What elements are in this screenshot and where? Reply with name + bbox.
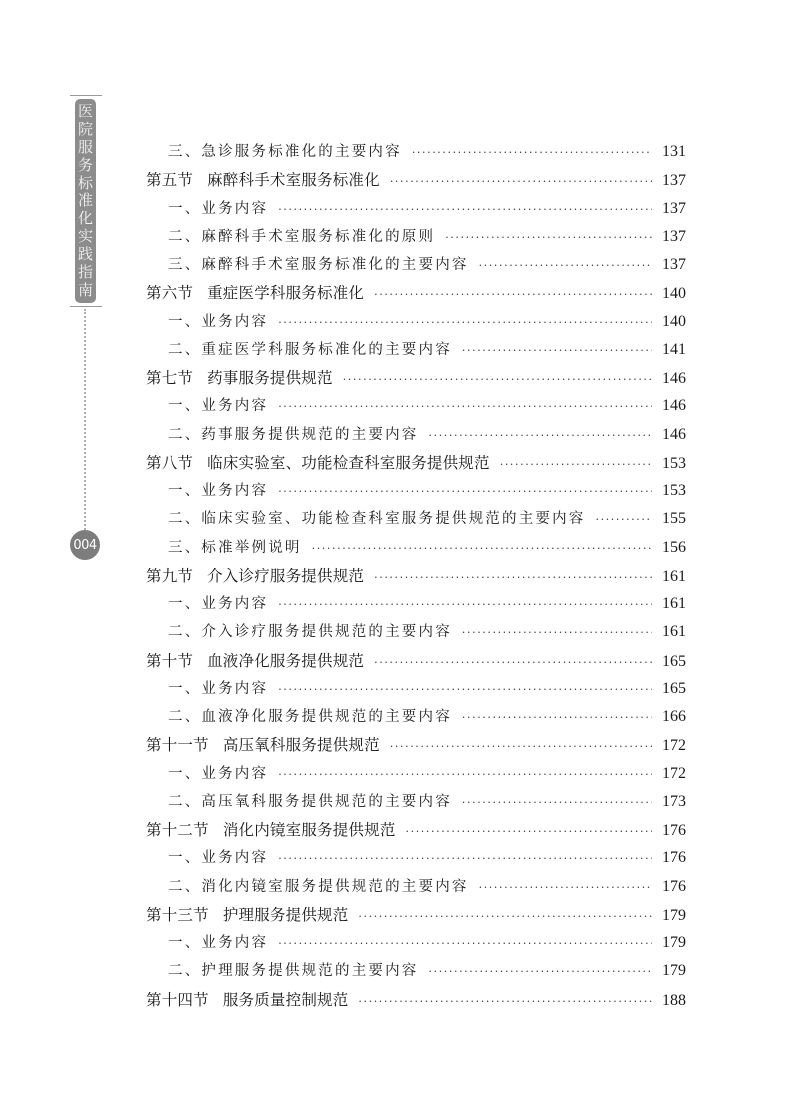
toc-subsection-entry[interactable] — [146, 195, 686, 223]
book-title-char: 务 — [77, 155, 93, 174]
table-of-contents — [146, 138, 686, 1014]
section-number: 第十节 — [146, 651, 194, 670]
dot-leader — [406, 818, 652, 846]
toc-entry-title — [168, 477, 268, 505]
toc-subsection-entry[interactable] — [146, 223, 686, 251]
entry-label: 二、血液净化服务提供规范的主要内容 — [168, 709, 452, 725]
dot-leader — [500, 451, 652, 479]
book-title-char: 院 — [77, 119, 93, 138]
toc-section-entry[interactable] — [146, 816, 686, 844]
toc-entry-title — [146, 166, 380, 194]
page-number: 156 — [662, 538, 686, 556]
section-number: 第七节 — [146, 369, 194, 387]
entry-label: 麻醉科手术室服务标准化 — [207, 171, 380, 190]
dot-leader — [278, 676, 652, 704]
page-number: 140 — [662, 312, 686, 330]
dot-leader — [343, 366, 652, 394]
toc-section-entry[interactable] — [146, 901, 686, 929]
page-number: 172 — [662, 764, 686, 782]
toc-entry-title — [168, 618, 452, 646]
section-number: 第六节 — [146, 284, 194, 303]
dot-leader — [374, 281, 652, 309]
entry-label: 临床实验室、功能检查科室服务提供规范 — [207, 453, 490, 472]
page-number: 153 — [662, 454, 686, 472]
page-number: 172 — [662, 737, 686, 755]
toc-entry-title — [168, 873, 469, 901]
toc-entry-title — [168, 392, 268, 420]
toc-subsection-entry[interactable] — [146, 844, 686, 872]
entry-label: 二、护理服务提供规范的主要内容 — [168, 963, 419, 980]
toc-entry-title — [146, 647, 364, 675]
sidebar-top-divider — [70, 95, 102, 96]
toc-subsection-entry[interactable] — [146, 675, 686, 703]
dot-leader — [374, 564, 652, 592]
toc-subsection-entry[interactable] — [146, 873, 686, 901]
dot-leader — [278, 930, 652, 958]
toc-entry-title — [168, 590, 268, 618]
entry-label: 二、高压氧科服务提供规范的主要内容 — [168, 793, 452, 810]
section-number: 第五节 — [146, 171, 194, 190]
page-number: 141 — [662, 340, 686, 358]
page-number: 131 — [662, 143, 686, 160]
entry-label: 一、业务内容 — [168, 935, 269, 951]
toc-entry-title — [168, 308, 268, 336]
toc-section-entry[interactable] — [146, 449, 686, 477]
entry-label: 二、药事服务提供规范的主要内容 — [168, 426, 419, 443]
book-title-char: 标 — [77, 173, 93, 192]
dot-leader — [278, 591, 652, 619]
section-number: 第十三节 — [146, 905, 209, 924]
entry-label: 一、业务内容 — [168, 850, 269, 867]
dot-leader — [596, 506, 653, 534]
toc-entry-title — [146, 364, 333, 392]
toc-entry-title — [146, 449, 490, 477]
dot-leader — [462, 704, 652, 732]
page-number: 146 — [662, 370, 686, 387]
dot-leader — [429, 958, 653, 986]
entry-label: 消化内镜室服务提供规范 — [222, 821, 396, 839]
toc-entry-title — [168, 675, 268, 703]
toc-entry-title — [146, 901, 348, 929]
page-number: 137 — [662, 172, 686, 190]
page-number: 165 — [662, 652, 686, 670]
page-number-badge: 004 — [70, 530, 100, 560]
entry-label: 血液净化服务提供规范 — [207, 651, 365, 670]
toc-entry-title — [168, 195, 268, 223]
entry-label: 一、业务内容 — [168, 483, 269, 499]
entry-label: 三、标准举例说明 — [168, 539, 302, 556]
section-number: 第九节 — [146, 566, 194, 585]
toc-entry-title — [168, 138, 402, 166]
toc-subsection-entry[interactable] — [146, 590, 686, 618]
toc-entry-title — [168, 505, 586, 533]
dot-leader — [358, 903, 652, 931]
toc-entry-title — [168, 534, 302, 562]
page-number: 146 — [662, 397, 686, 415]
section-number: 第十四节 — [146, 990, 209, 1009]
toc-subsection-entry[interactable] — [146, 534, 686, 562]
dot-leader — [462, 789, 652, 817]
toc-entry-title — [168, 957, 419, 985]
toc-entry-title — [168, 760, 268, 788]
toc-entry-title — [168, 703, 452, 731]
dot-leader — [312, 535, 652, 563]
dot-leader — [390, 168, 652, 196]
dot-leader — [278, 478, 652, 506]
page-number: 179 — [662, 906, 686, 924]
page-number: 140 — [662, 285, 686, 303]
section-number: 第十一节 — [146, 736, 209, 755]
toc-section-entry[interactable] — [146, 647, 686, 675]
page-number: 176 — [662, 849, 686, 867]
dot-leader — [412, 139, 652, 167]
page-number: 179 — [662, 934, 686, 951]
entry-label: 一、业务内容 — [168, 765, 269, 782]
toc-subsection-entry[interactable] — [146, 929, 686, 957]
toc-subsection-entry[interactable] — [146, 505, 686, 533]
entry-label: 二、临床实验室、功能检查科室服务提供规范的主要内容 — [168, 511, 586, 528]
toc-entry-title — [168, 251, 469, 279]
page-number: 146 — [662, 425, 686, 443]
toc-entry-title — [146, 731, 380, 759]
page-number: 188 — [662, 991, 686, 1009]
dot-leader — [445, 224, 652, 252]
dot-leader — [358, 988, 652, 1016]
book-title-char: 医 — [77, 102, 93, 120]
entry-label: 二、重症医学科服务标准化的主要内容 — [168, 341, 452, 358]
entry-label: 一、业务内容 — [168, 200, 269, 217]
toc-subsection-entry[interactable] — [146, 392, 686, 420]
toc-section-entry[interactable] — [146, 166, 686, 194]
toc-entry-title — [168, 788, 452, 816]
toc-entry-title — [168, 421, 419, 449]
page-number: 161 — [662, 595, 686, 612]
book-title-char: 服 — [77, 137, 93, 156]
toc-entry-title — [168, 844, 268, 872]
entry-label: 介入诊疗服务提供规范 — [207, 566, 365, 585]
toc-subsection-entry[interactable] — [146, 477, 686, 505]
dot-leader — [462, 337, 652, 365]
toc-subsection-entry[interactable] — [146, 618, 686, 646]
toc-entry-title — [168, 223, 435, 251]
dot-leader — [278, 761, 652, 789]
sidebar-dotted-line — [84, 309, 86, 530]
book-title-char: 指 — [77, 263, 93, 282]
dot-leader — [429, 422, 653, 450]
dot-leader — [374, 649, 652, 677]
book-title-char: 南 — [77, 280, 93, 299]
book-title-char: 化 — [77, 209, 93, 228]
page-number: 161 — [662, 623, 686, 641]
entry-label: 药事服务提供规范 — [207, 369, 333, 387]
page-number: 176 — [662, 822, 686, 839]
page-number: 165 — [662, 679, 686, 697]
dot-leader — [479, 874, 652, 902]
dot-leader — [479, 252, 652, 280]
dot-leader — [390, 733, 652, 761]
toc-entry-title — [168, 336, 452, 364]
toc-entry-title — [146, 562, 364, 590]
page-number: 137 — [662, 227, 686, 245]
toc-section-entry[interactable] — [146, 986, 686, 1014]
page-number: 173 — [662, 792, 686, 810]
page-number: 161 — [662, 567, 686, 585]
toc-subsection-entry[interactable] — [146, 957, 686, 985]
entry-label: 二、消化内镜室服务提供规范的主要内容 — [168, 878, 469, 895]
page-number: 153 — [662, 482, 686, 499]
toc-section-entry[interactable] — [146, 364, 686, 392]
entry-label: 一、业务内容 — [168, 398, 269, 415]
dot-leader — [278, 309, 652, 337]
entry-label: 服务质量控制规范 — [222, 990, 349, 1009]
entry-label: 三、急诊服务标准化的主要内容 — [168, 144, 402, 160]
entry-label: 高压氧科服务提供规范 — [222, 736, 380, 755]
toc-entry-title — [146, 986, 348, 1014]
toc-subsection-entry[interactable] — [146, 760, 686, 788]
dot-leader — [278, 845, 652, 873]
dot-leader — [462, 619, 652, 647]
section-number: 第八节 — [146, 453, 194, 472]
entry-label: 二、麻醉科手术室服务标准化的原则 — [168, 228, 436, 245]
toc-section-entry[interactable] — [146, 731, 686, 759]
toc-subsection-entry[interactable] — [146, 421, 686, 449]
toc-section-entry[interactable] — [146, 279, 686, 307]
toc-section-entry[interactable] — [146, 562, 686, 590]
entry-label: 护理服务提供规范 — [222, 905, 349, 924]
toc-subsection-entry[interactable] — [146, 308, 686, 336]
entry-label: 二、介入诊疗服务提供规范的主要内容 — [168, 624, 452, 641]
entry-label: 三、麻醉科手术室服务标准化的主要内容 — [168, 257, 469, 273]
page-number: 176 — [662, 877, 686, 895]
toc-entry-title — [168, 929, 268, 957]
toc-entry-title — [146, 279, 364, 307]
page-number: 155 — [662, 510, 686, 528]
page-number: 137 — [662, 199, 686, 217]
dot-leader — [278, 196, 652, 224]
page-number: 137 — [662, 256, 686, 273]
book-title-char: 实 — [77, 227, 93, 246]
section-number: 第十二节 — [146, 821, 209, 839]
toc-subsection-entry[interactable] — [146, 788, 686, 816]
toc-subsection-entry[interactable] — [146, 138, 686, 166]
entry-label: 一、业务内容 — [168, 313, 269, 330]
page-number: 166 — [662, 708, 686, 725]
book-title-char: 准 — [77, 191, 93, 210]
page-number: 179 — [662, 962, 686, 980]
entry-label: 重症医学科服务标准化 — [207, 284, 365, 303]
toc-entry-title — [146, 816, 396, 844]
book-title-char: 践 — [77, 245, 93, 264]
toc-subsection-entry[interactable] — [146, 251, 686, 279]
toc-subsection-entry[interactable] — [146, 703, 686, 731]
entry-label: 一、业务内容 — [168, 596, 269, 612]
dot-leader — [278, 393, 652, 421]
sidebar-bottom-divider — [70, 306, 102, 307]
entry-label: 一、业务内容 — [168, 680, 269, 697]
book-title-vertical — [75, 99, 96, 303]
toc-subsection-entry[interactable] — [146, 336, 686, 364]
